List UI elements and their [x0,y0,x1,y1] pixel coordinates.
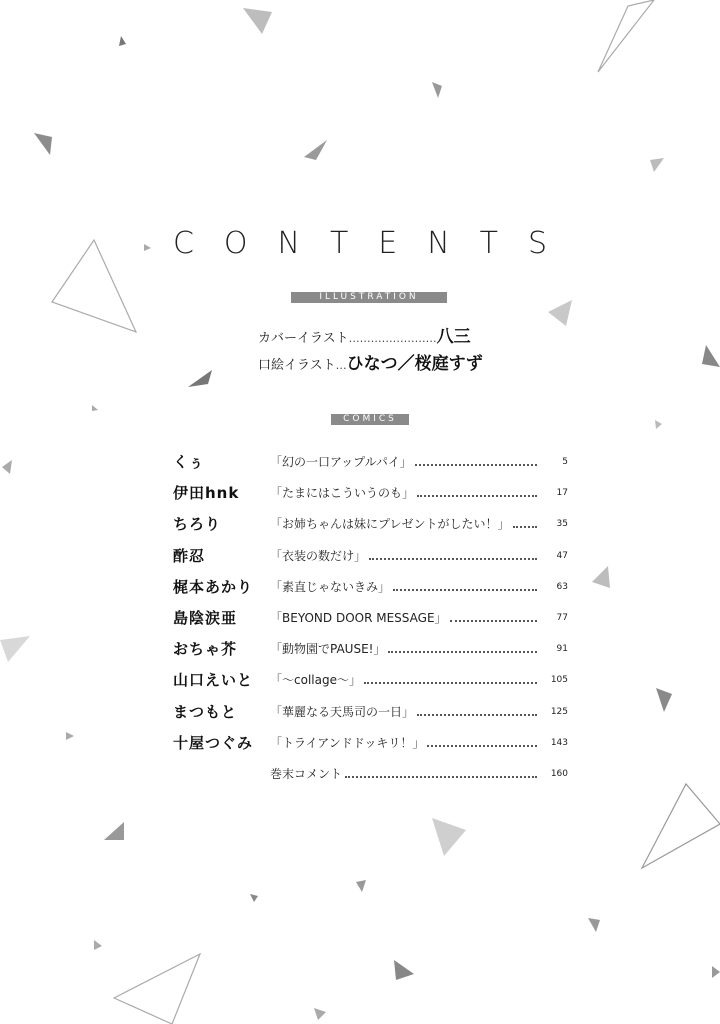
toc-entry-page-number: 5 [562,457,568,467]
toc-entry-title: 「お姉ちゃんは妹にプレゼントがしたい！」 [270,517,510,532]
triangle-shape [702,345,720,367]
triangle-outline [642,784,720,868]
toc-entry [173,512,568,536]
triangle-shape [588,918,600,932]
toc-entry-author: 伊田hnk [173,484,240,503]
toc-entry-work [270,450,540,474]
toc-entry-work [270,512,540,536]
toc-entry [173,637,568,661]
toc-entry [173,450,568,474]
triangle-shape [712,966,720,978]
triangle-shape [548,300,572,326]
toc-entry-author: まつもと [173,702,238,721]
toc-entry-author: おちゃ芥 [173,640,238,659]
toc-entry-page-number: 105 [550,675,568,686]
toc-entry-leader-dots [345,775,537,778]
toc-entry-work [270,731,540,755]
triangle-shape [34,133,52,155]
cover-illustration-credit [258,326,471,348]
triangle-shape [432,818,466,856]
triangle-shape [119,36,126,46]
toc-entry-title: 「素直じゃないきみ」 [270,579,391,594]
toc-entry-author: 十屋つぐみ [173,733,254,752]
toc-entry-leader-dots [450,619,537,622]
toc-entry-work [270,700,540,724]
toc-entry-title: 「トライアンドドッキリ！」 [270,735,425,750]
toc-entry-leader-dots [417,713,537,716]
toc-entry-page-number: 143 [550,737,568,748]
toc-entry-work [270,637,540,661]
triangle-shape [188,370,212,387]
frontispiece-illustration-leader: … [335,359,347,372]
triangle-outline [114,954,200,1024]
toc-entry-title: 「BEYOND DOOR MESSAGE」 [270,611,447,625]
toc-entry-page-number: 47 [556,550,568,561]
toc-entry-leader-dots [415,463,537,466]
toc-entry-author: くぅ [173,453,205,471]
toc-entry [173,606,568,630]
frontispiece-illustration-artist: ひなつ／桜庭すず [346,354,483,374]
toc-entry-work [270,762,540,786]
toc-entry-title: 「動物園でPAUSE!」 [270,642,386,657]
toc-entry-page-number: 35 [556,519,568,530]
toc-entry [173,700,568,724]
toc-entry-leader-dots [369,557,537,560]
triangle-shape [314,1008,326,1020]
triangle-shape [92,405,98,411]
toc-entry-page-number: 160 [550,769,568,779]
toc-entry-leader-dots [417,494,537,497]
toc-entry-author: 島陰涙亜 [173,609,238,627]
triangle-shape [2,460,12,474]
toc-entry [173,731,568,755]
toc-entry-title: 巻末コメント [270,767,343,781]
toc-entry-leader-dots [427,744,537,747]
cover-illustration-key: カバーイラスト [258,331,349,346]
triangle-shape [650,158,664,172]
triangle-shape [104,822,124,840]
toc-entry-work [270,481,540,505]
triangle-outline [598,0,654,72]
toc-entry-page-number: 63 [556,581,568,592]
toc-entry-work [270,668,540,692]
cover-illustration-leader: …………………… [348,332,437,345]
triangle-shape [592,566,610,588]
page-title: CONTENTS [172,226,578,261]
triangle-shape [656,688,672,712]
toc-entry [173,668,568,692]
frontispiece-illustration-key: 口絵イラスト [258,358,336,373]
triangle-shape [304,140,327,160]
triangle-shape [243,8,272,34]
toc-entry-title: 「華麗なる天馬司の一日」 [270,704,415,719]
triangle-shape [250,894,258,902]
triangle-shape [94,940,102,950]
triangle-shape [356,880,366,892]
toc-entry [173,544,568,568]
toc-entry-work [270,606,540,630]
illustration-section-label: ILLUSTRATION [291,292,447,303]
toc-entry-title: 「幻の一口アップルパイ」 [270,455,412,469]
toc-entry-author: ちろり [173,515,222,534]
toc-entry [173,762,568,786]
triangle-shape [0,636,30,662]
toc-entry-page-number: 125 [550,706,568,717]
toc-entry-author: 梶本あかり [173,577,254,596]
toc-entry-leader-dots [513,525,537,528]
toc-entry-page-number: 17 [556,488,568,499]
toc-entry-author: 山口えいと [173,671,254,690]
cover-illustration-artist: 八三 [436,327,471,347]
triangle-shape [432,82,442,98]
toc-entry-leader-dots [393,588,537,591]
toc-entry-work [270,575,540,599]
toc-entry-title: 「たまにはこういうのも」 [270,486,415,501]
toc-entry-page-number: 77 [556,613,568,623]
toc-entry-author: 酢忍 [173,546,206,565]
frontispiece-illustration-credit [258,353,483,375]
toc-entry-page-number: 91 [556,644,568,655]
toc-entry-title: 「～collage～」 [270,673,361,688]
comics-section-label: COMICS [331,414,409,425]
toc-entry-leader-dots [388,650,537,653]
toc-entry [173,481,568,505]
toc-entry-title: 「衣装の数だけ」 [270,548,367,563]
triangle-shape [655,420,662,429]
toc-entry [173,575,568,599]
triangle-shape [66,732,74,740]
toc-entry-leader-dots [364,681,537,684]
triangle-shape [394,960,414,980]
toc-entry-work [270,544,540,568]
